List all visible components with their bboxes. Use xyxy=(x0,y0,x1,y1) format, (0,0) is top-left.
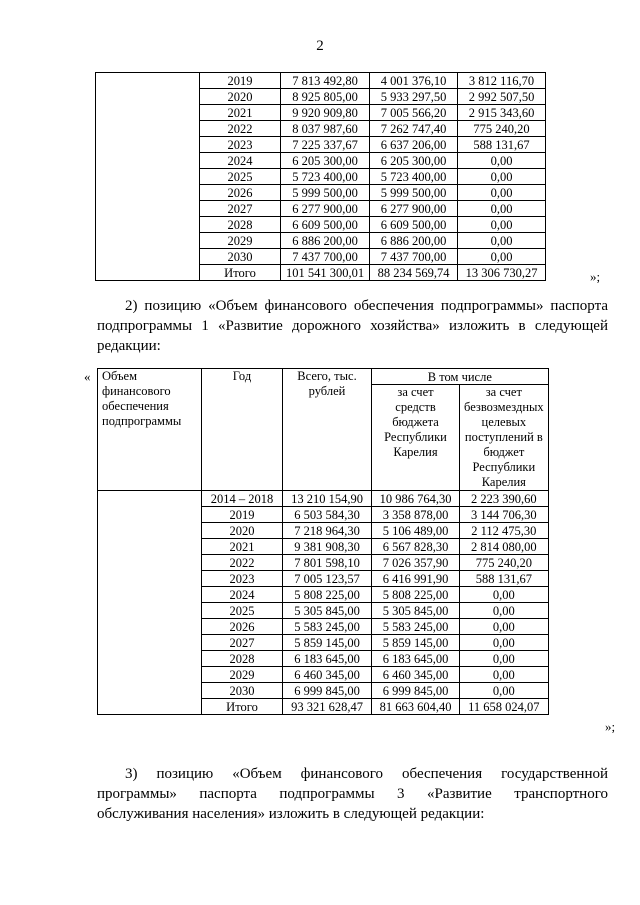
table-cell: 6 277 900,00 xyxy=(281,201,370,217)
table-cell: 101 541 300,01 xyxy=(281,265,370,281)
table-cell: 0,00 xyxy=(460,635,549,651)
table-cell: 7 225 337,67 xyxy=(281,137,370,153)
table-cell: 2028 xyxy=(200,217,281,233)
table-cell: 7 813 492,80 xyxy=(281,73,370,89)
table-cell: 6 277 900,00 xyxy=(370,201,458,217)
table-cell: 6 416 991,90 xyxy=(372,571,460,587)
table-cell: 0,00 xyxy=(458,233,546,249)
table-cell: 3 812 116,70 xyxy=(458,73,546,89)
table-row xyxy=(96,73,546,89)
table-cell: 5 723 400,00 xyxy=(370,169,458,185)
table-cell: 0,00 xyxy=(458,217,546,233)
table-cell: 6 460 345,00 xyxy=(283,667,372,683)
table-cell: 0,00 xyxy=(458,249,546,265)
table-cell: 7 437 700,00 xyxy=(281,249,370,265)
table-cell: 2014 – 2018 xyxy=(202,491,283,507)
closing-quote-mark: »; xyxy=(590,269,601,284)
header-year: Год xyxy=(202,369,283,491)
header-including: В том числе xyxy=(372,369,549,385)
table-cell: 5 859 145,00 xyxy=(283,635,372,651)
table-cell: 0,00 xyxy=(460,603,549,619)
table-cell: 5 106 489,00 xyxy=(372,523,460,539)
table-cell: 3 144 706,30 xyxy=(460,507,549,523)
table-cell: 6 999 845,00 xyxy=(372,683,460,699)
header-grants: за счет безвозмездных целевых поступлений в бюджет Республики Карелия xyxy=(460,385,549,491)
table-cell: 2 112 475,30 xyxy=(460,523,549,539)
table-cell: 2020 xyxy=(202,523,283,539)
table-cell: 588 131,67 xyxy=(458,137,546,153)
table-cell: 5 723 400,00 xyxy=(281,169,370,185)
table-cell: 5 305 845,00 xyxy=(372,603,460,619)
table-cell: 2029 xyxy=(202,667,283,683)
table-cell: 8 037 987,60 xyxy=(281,121,370,137)
table-cell: 5 933 297,50 xyxy=(370,89,458,105)
table-cell: 7 005 123,57 xyxy=(283,571,372,587)
table-cell: 2025 xyxy=(200,169,281,185)
table-cell: 588 131,67 xyxy=(460,571,549,587)
table-cell: 7 801 598,10 xyxy=(283,555,372,571)
table-cell: 2019 xyxy=(202,507,283,523)
table-row xyxy=(98,491,549,507)
table-cell: 6 886 200,00 xyxy=(281,233,370,249)
table-cell: 5 859 145,00 xyxy=(372,635,460,651)
table-cell: 0,00 xyxy=(460,683,549,699)
label-column-cell xyxy=(98,491,202,715)
table-cell: 93 321 628,47 xyxy=(283,699,372,715)
subprogram-1-financing-table xyxy=(97,368,549,715)
table-cell: 2026 xyxy=(202,619,283,635)
table-cell: 6 205 300,00 xyxy=(370,153,458,169)
table-cell: 0,00 xyxy=(460,651,549,667)
table-cell: 5 808 225,00 xyxy=(283,587,372,603)
table-cell: 13 306 730,27 xyxy=(458,265,546,281)
table-cell: 5 808 225,00 xyxy=(372,587,460,603)
table-cell: Итого xyxy=(202,699,283,715)
table-cell: 2022 xyxy=(200,121,281,137)
table-cell: 2 223 390,60 xyxy=(460,491,549,507)
table-cell: 7 218 964,30 xyxy=(283,523,372,539)
table-cell: 5 583 245,00 xyxy=(372,619,460,635)
table-cell: 2020 xyxy=(200,89,281,105)
header-total: Всего, тыс. рублей xyxy=(283,369,372,491)
table-cell: 7 026 357,90 xyxy=(372,555,460,571)
table-cell: 6 609 500,00 xyxy=(281,217,370,233)
table-cell: 2019 xyxy=(200,73,281,89)
table-cell: 0,00 xyxy=(458,153,546,169)
table-cell: 9 920 909,80 xyxy=(281,105,370,121)
table-cell: 2029 xyxy=(200,233,281,249)
table-cell: 2023 xyxy=(200,137,281,153)
table-cell: 2026 xyxy=(200,185,281,201)
table-cell: 2027 xyxy=(202,635,283,651)
table-cell: 7 437 700,00 xyxy=(370,249,458,265)
table-cell: 6 999 845,00 xyxy=(283,683,372,699)
table-cell: 2021 xyxy=(202,539,283,555)
paragraph-item-3: 3) позицию «Объем финансового обеспечения государственной программы» паспорта подпрограммы 3 «Развитие транспортного обслуживания населения» изложить в следующей редакции: xyxy=(97,766,608,822)
table-cell: 81 663 604,40 xyxy=(372,699,460,715)
table-cell: 6 183 645,00 xyxy=(283,651,372,667)
table-cell: 0,00 xyxy=(460,587,549,603)
table-cell: 2023 xyxy=(202,571,283,587)
table-cell: 5 583 245,00 xyxy=(283,619,372,635)
table-cell: 6 183 645,00 xyxy=(372,651,460,667)
table-cell: 2025 xyxy=(202,603,283,619)
closing-quote-mark-2: »; xyxy=(605,719,616,734)
table-cell: 2021 xyxy=(200,105,281,121)
paragraph-item-2: 2) позицию «Объем финансового обеспечения подпрограммы» паспорта подпрограммы 1 «Развитие дорожного хозяйства» изложить в следующей редакции: xyxy=(97,298,608,354)
table-cell: 3 358 878,00 xyxy=(372,507,460,523)
table-cell: 6 205 300,00 xyxy=(281,153,370,169)
table-cell: 2024 xyxy=(202,587,283,603)
table-cell: 6 609 500,00 xyxy=(370,217,458,233)
table-cell: 6 637 206,00 xyxy=(370,137,458,153)
table-cell: 88 234 569,74 xyxy=(370,265,458,281)
table-cell: 0,00 xyxy=(458,201,546,217)
table-cell: 2028 xyxy=(202,651,283,667)
table-cell: 6 567 828,30 xyxy=(372,539,460,555)
table-cell: 2022 xyxy=(202,555,283,571)
page-number: 2 xyxy=(316,38,324,54)
table-cell: 7 262 747,40 xyxy=(370,121,458,137)
table-cell: 6 886 200,00 xyxy=(370,233,458,249)
table-cell: 0,00 xyxy=(460,667,549,683)
table-cell: 2 915 343,60 xyxy=(458,105,546,121)
table-cell: 8 925 805,00 xyxy=(281,89,370,105)
table-cell: 9 381 908,30 xyxy=(283,539,372,555)
table-cell: 5 999 500,00 xyxy=(281,185,370,201)
empty-label-cell xyxy=(96,73,200,281)
table-cell: 2 814 080,00 xyxy=(460,539,549,555)
table-cell: 2 992 507,50 xyxy=(458,89,546,105)
table-cell: 2027 xyxy=(200,201,281,217)
financing-table-continued xyxy=(95,72,546,281)
table-cell: 7 005 566,20 xyxy=(370,105,458,121)
opening-quote-mark: « xyxy=(84,369,91,384)
table-cell: 0,00 xyxy=(458,185,546,201)
table-cell: 6 460 345,00 xyxy=(372,667,460,683)
table-cell: 0,00 xyxy=(460,619,549,635)
table-cell: 775 240,20 xyxy=(458,121,546,137)
position-label: Объем финансового обеспечения подпрограммы xyxy=(98,369,202,491)
table-cell: 6 503 584,30 xyxy=(283,507,372,523)
table-cell: 10 986 764,30 xyxy=(372,491,460,507)
table-cell: 2024 xyxy=(200,153,281,169)
table-cell: 13 210 154,90 xyxy=(283,491,372,507)
table-cell: 5 305 845,00 xyxy=(283,603,372,619)
header-budget: за счет средств бюджета Республики Карелия xyxy=(372,385,460,491)
table-cell: 2030 xyxy=(200,249,281,265)
table-cell: 0,00 xyxy=(458,169,546,185)
table-cell: 11 658 024,07 xyxy=(460,699,549,715)
table-cell: 775 240,20 xyxy=(460,555,549,571)
table-cell: 5 999 500,00 xyxy=(370,185,458,201)
table-cell: Итого xyxy=(200,265,281,281)
table-cell: 2030 xyxy=(202,683,283,699)
table-cell: 4 001 376,10 xyxy=(370,73,458,89)
